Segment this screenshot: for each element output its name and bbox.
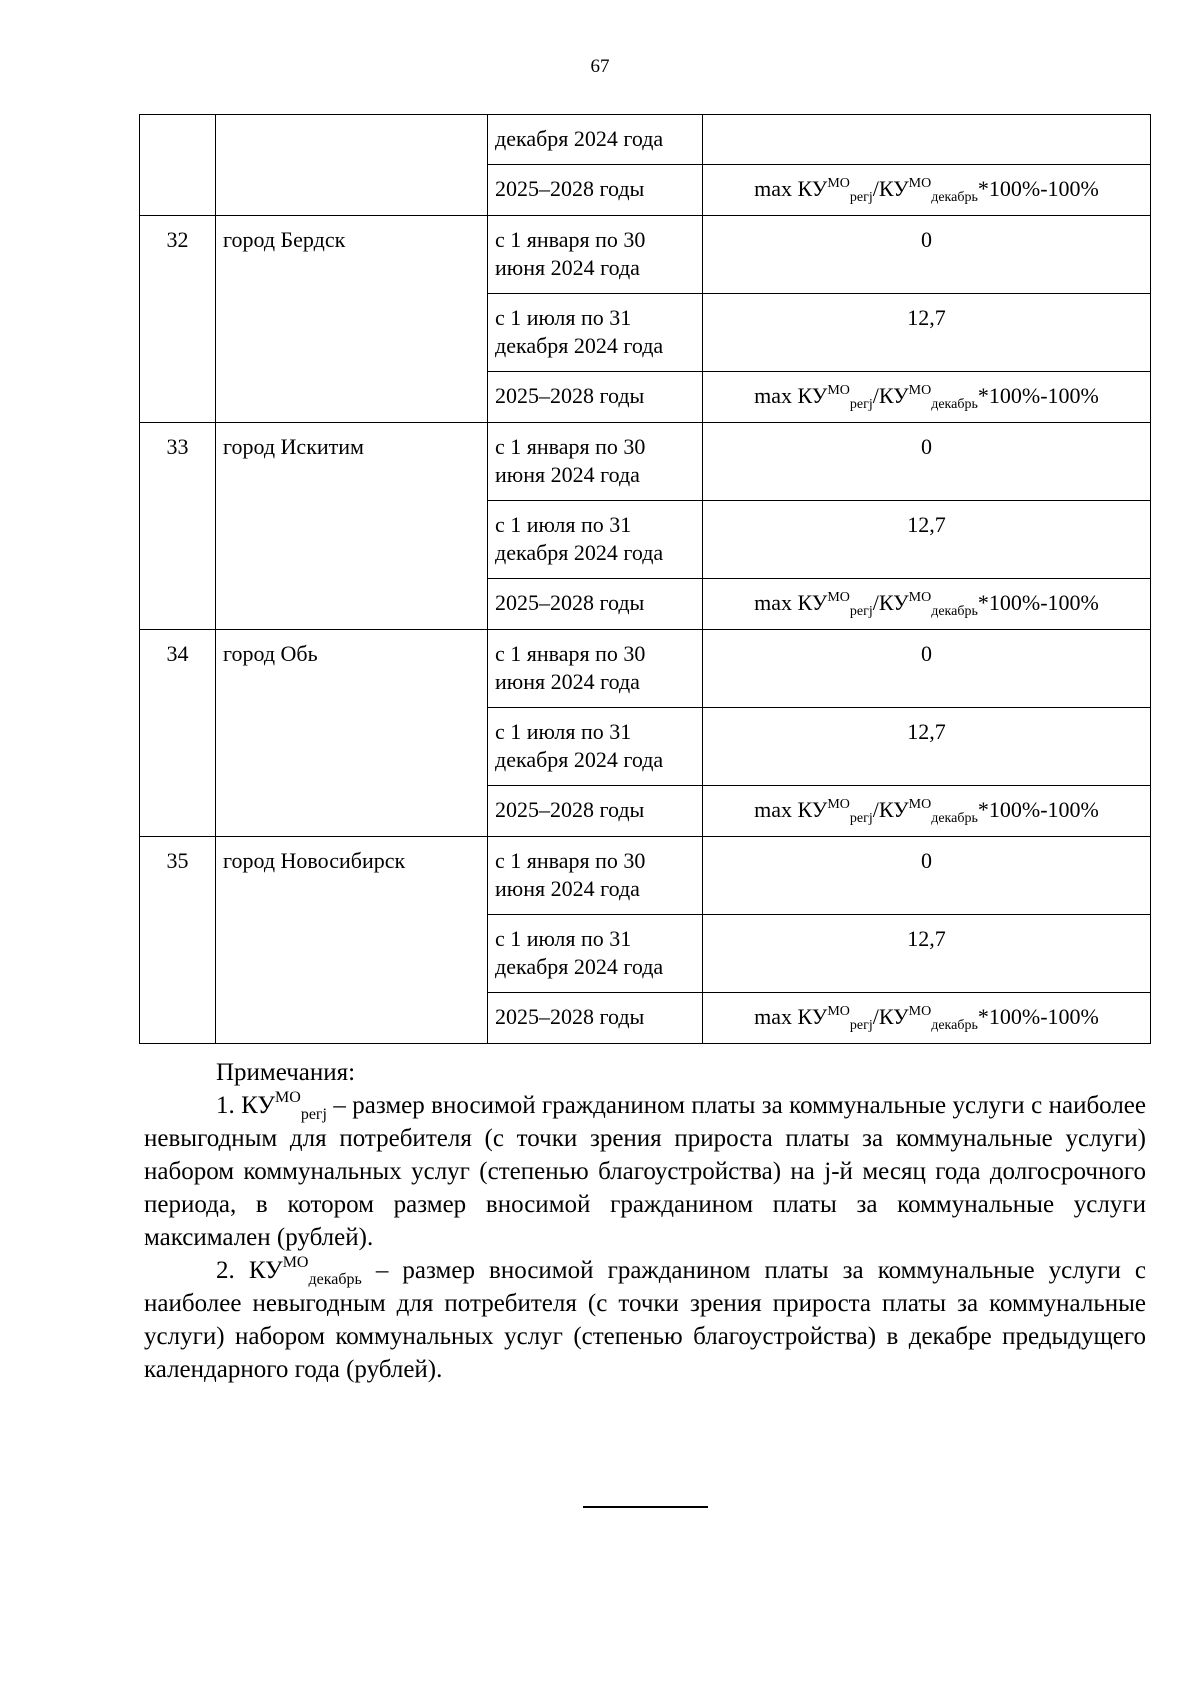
period-cell: с 1 июля по 31 декабря 2024 года [488,294,703,372]
note-2 [144,1254,1146,1386]
formula-suffix: *100%-100% [977,590,1099,615]
period-cell: декабря 2024 года [488,115,703,165]
table-row [140,115,1151,165]
num-cell [140,115,216,216]
value-cell: 12,7 [703,501,1151,579]
note-2-sub: декабрь [308,1271,362,1288]
value-cell: 12,7 [703,708,1151,786]
row-number: 33 [140,423,216,630]
period-cell: 2025–2028 годы [488,165,703,216]
municipality-name: город Обь [216,630,488,837]
formula-sub-dec: декабрь [931,190,978,205]
formula-slash: /КУ [872,176,909,201]
table-row [140,423,1151,501]
formula-suffix: *100%-100% [977,797,1099,822]
period-cell: с 1 января по 30 июня 2024 года [488,423,703,501]
formula-prefix: max КУ [754,1004,828,1029]
row-number: 35 [140,837,216,1044]
formula-sup: МО [827,176,850,191]
period-cell: 2025–2028 годы [488,993,703,1044]
row-number: 34 [140,630,216,837]
formula-cell [703,579,1151,630]
formula-suffix: *100%-100% [977,383,1099,408]
period-cell: с 1 января по 30 июня 2024 года [488,216,703,294]
formula-cell [703,786,1151,837]
period-cell: 2025–2028 годы [488,372,703,423]
municipality-name: город Новосибирск [216,837,488,1044]
note-1-lead: 1. КУ [216,1092,276,1119]
formula-sup: МО [908,797,932,812]
formula-sup: МО [827,797,850,812]
note-2-text: – размер вносимой гражданином платы за коммунальные услуги с наиболее невыгодным для потребителя (с точки зрения прироста платы за коммунальные услуги) набором коммунальных услуг (степенью благоустройства) в декабре предыдущего календарного года (рублей). [144,1257,1147,1383]
note-1-sup: МО [275,1089,301,1106]
formula-sub-reg: регj [849,811,873,826]
note-2-sup: МО [282,1254,309,1271]
period-cell: с 1 января по 30 июня 2024 года [488,630,703,708]
formula-sup: МО [908,176,932,191]
formula-slash: /КУ [872,383,909,408]
municipality-name: город Бердск [216,216,488,423]
tariff-table [139,114,1151,1044]
period-cell: 2025–2028 годы [488,579,703,630]
page-number: 67 [590,56,610,77]
value-cell: 12,7 [703,915,1151,993]
notes-section [144,1056,1146,1386]
formula-cell [703,372,1151,423]
note-1 [144,1089,1146,1254]
formula-sup: МО [827,383,850,398]
value-cell: 0 [703,216,1151,294]
formula-sub-dec: декабрь [931,604,978,619]
name-cell [216,115,488,216]
note-1-text: – размер вносимой гражданином платы за коммунальные услуги с наиболее невыгодным для потребителя (с точки зрения прироста платы за коммунальные услуги) набором коммунальных услуг (степенью благоустройства) на j-й месяц года долгосрочного периода, в котором размер вносимой гражданином платы за коммунальные услуги максимален (рублей). [144,1092,1146,1251]
formula-sub-reg: регj [849,1018,873,1033]
period-cell: с 1 июля по 31 декабря 2024 года [488,915,703,993]
note-2-lead: 2. КУ [216,1257,283,1284]
period-cell: 2025–2028 годы [488,786,703,837]
table-row [140,216,1151,294]
formula-sub-dec: декабрь [931,1018,978,1033]
formula-suffix: *100%-100% [977,176,1099,201]
table-row [140,630,1151,708]
formula-sup: МО [827,590,850,605]
formula-sup: МО [908,590,932,605]
formula-prefix: max КУ [754,176,828,201]
note-1-sub: регj [300,1106,327,1123]
formula-slash: /КУ [872,797,909,822]
period-cell: с 1 января по 30 июня 2024 года [488,837,703,915]
formula-prefix: max КУ [754,383,828,408]
table-row [140,837,1151,915]
row-number: 32 [140,216,216,423]
formula-sub-reg: регj [849,190,873,205]
table-body [140,115,1151,1044]
value-cell: 0 [703,423,1151,501]
value-cell: 0 [703,630,1151,708]
formula-sub-dec: декабрь [931,811,978,826]
formula-slash: /КУ [872,590,909,615]
value-cell: 12,7 [703,294,1151,372]
value-cell [703,115,1151,165]
value-cell: 0 [703,837,1151,915]
formula-suffix: *100%-100% [977,1004,1099,1029]
formula-sup: МО [908,383,932,398]
notes-title: Примечания: [216,1059,356,1086]
formula-sub-reg: регj [849,604,873,619]
formula-sup: МО [908,1004,932,1019]
municipality-name: город Искитим [216,423,488,630]
formula-slash: /КУ [872,1004,909,1029]
formula-sub-reg: регj [849,397,873,412]
formula-prefix: max КУ [754,590,828,615]
formula-cell [703,993,1151,1044]
formula-cell [703,165,1151,216]
period-cell: с 1 июля по 31 декабря 2024 года [488,501,703,579]
period-cell: с 1 июля по 31 декабря 2024 года [488,708,703,786]
end-rule [583,1506,708,1508]
formula-sup: МО [827,1004,850,1019]
formula-prefix: max КУ [754,797,828,822]
formula-sub-dec: декабрь [931,397,978,412]
